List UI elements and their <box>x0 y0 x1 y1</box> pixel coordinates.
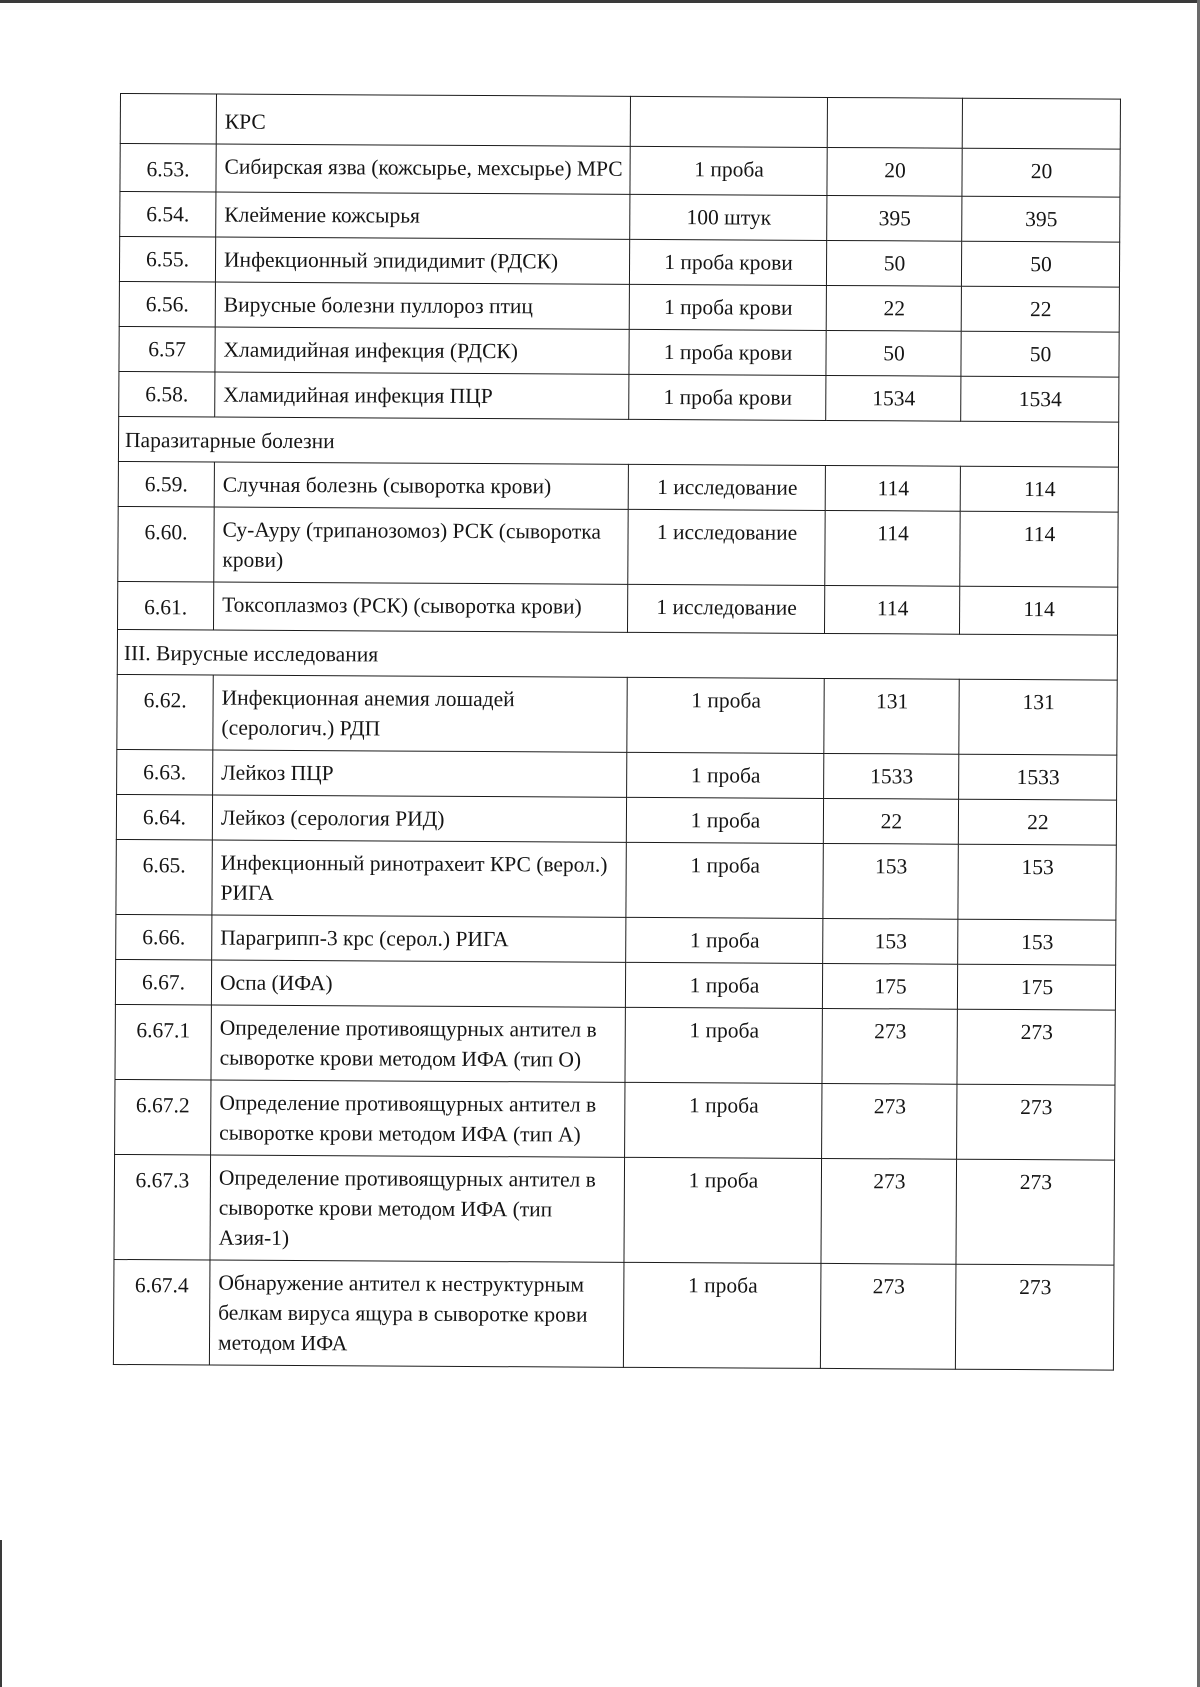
table-row <box>113 1259 1114 1370</box>
item-unit: 1 проба <box>623 1262 821 1368</box>
item-unit: 1 проба <box>625 1007 822 1083</box>
price-table <box>113 93 1121 1371</box>
item-total: 1534 <box>961 376 1119 422</box>
item-unit: 1 проба <box>627 677 824 753</box>
item-total: 22 <box>958 799 1116 845</box>
item-price: 273 <box>822 1008 957 1084</box>
item-total: 273 <box>955 1264 1114 1370</box>
item-unit: 1 проба <box>624 1157 822 1263</box>
item-unit: 1 проба <box>627 752 824 798</box>
table-row <box>117 749 1117 800</box>
item-unit: 1 исследование <box>628 464 825 510</box>
item-price: 273 <box>820 1263 956 1369</box>
item-unit: 1 проба <box>625 962 822 1008</box>
table-row <box>120 144 1120 198</box>
section-heading: III. Вирусные исследования <box>117 629 1117 680</box>
item-price: 114 <box>825 510 960 586</box>
item-name: Хламидийная инфекция (РДСК) <box>215 327 629 374</box>
item-name: Обнаружение антител к неструктурным белкам вируса ящура в сыворотке крови методом ИФА <box>209 1260 624 1367</box>
item-number: 6.63. <box>117 749 213 795</box>
item-number: 6.62. <box>117 674 213 750</box>
item-name: Лейкоз ПЦР <box>213 750 627 797</box>
table-row <box>115 1004 1115 1085</box>
item-name: Определение противоящурных антител в сыворотке крови методом ИФА (тип О) <box>211 1005 625 1082</box>
item-number: 6.59. <box>118 461 214 507</box>
item-number: 6.56. <box>119 281 215 327</box>
item-price: 153 <box>823 918 958 964</box>
item-total: 175 <box>957 964 1115 1010</box>
item-name: Парагрипп-3 крс (серол.) РИГА <box>212 915 626 962</box>
item-number: 6.67.4 <box>113 1259 210 1365</box>
item-name: КРС <box>216 94 630 146</box>
item-price: 395 <box>827 195 962 241</box>
table-row <box>118 581 1118 635</box>
table-row <box>119 371 1119 422</box>
section-row <box>118 416 1118 467</box>
item-total: 131 <box>959 679 1117 755</box>
item-name: Сибирская язва (кожсырье, мехсырье) МРС <box>216 144 630 194</box>
item-number <box>120 94 216 145</box>
item-name: Определение противоящурных антител в сыворотке крови методом ИФА (тип А) <box>211 1080 625 1157</box>
item-number: 6.53. <box>120 144 216 193</box>
item-name: Инфекционный ринотрахеит КРС (верол.) РИГА <box>212 840 626 917</box>
item-price: 1533 <box>824 753 959 799</box>
table-row <box>120 192 1120 243</box>
item-unit: 1 проба <box>626 797 823 843</box>
item-total: 273 <box>957 1009 1115 1085</box>
item-total: 50 <box>961 241 1119 287</box>
item-total: 273 <box>956 1159 1115 1265</box>
item-number: 6.60. <box>118 506 214 582</box>
item-name: Хламидийная инфекция ПЦР <box>215 372 629 419</box>
section-heading: Паразитарные болезни <box>118 416 1118 467</box>
table-row <box>115 1079 1115 1160</box>
scan-edge-top <box>0 0 1200 3</box>
item-unit: 1 проба крови <box>629 374 826 420</box>
item-price: 50 <box>826 330 961 376</box>
table-row <box>116 794 1116 845</box>
item-price: 114 <box>825 465 960 511</box>
item-price: 50 <box>826 240 961 286</box>
item-total: 114 <box>960 466 1118 512</box>
item-total: 273 <box>957 1084 1115 1160</box>
item-name: Определение противоящурных антител в сыворотке крови методом ИФА (тип Азия-1) <box>210 1155 625 1262</box>
item-price: 1534 <box>826 375 961 421</box>
table-row <box>120 94 1120 150</box>
item-unit: 1 проба крови <box>629 284 826 330</box>
item-price: 273 <box>822 1083 957 1159</box>
table-row <box>117 674 1117 755</box>
item-price: 22 <box>823 798 958 844</box>
item-name: Клеймение кожсырья <box>216 192 630 239</box>
item-total: 153 <box>958 844 1116 920</box>
table-row <box>119 326 1119 377</box>
item-unit: 1 исследование <box>627 584 824 633</box>
item-number: 6.61. <box>118 581 214 630</box>
item-number: 6.57 <box>119 326 215 372</box>
item-total: 395 <box>962 196 1120 242</box>
item-number: 6.58. <box>119 371 215 417</box>
item-number: 6.67. <box>115 959 211 1005</box>
table-row <box>118 461 1118 512</box>
price-table-body <box>113 94 1120 1371</box>
item-unit: 1 проба крови <box>629 239 826 285</box>
item-number: 6.64. <box>116 794 212 840</box>
item-total: 50 <box>961 331 1119 377</box>
item-number: 6.67.1 <box>115 1004 211 1080</box>
item-name: Лейкоз (серология РИД) <box>212 795 626 842</box>
scan-edge-left <box>0 1540 2 1687</box>
item-unit: 1 проба крови <box>629 329 826 375</box>
table-row <box>118 506 1118 587</box>
item-name: Случная болезнь (сыворотка крови) <box>214 462 628 509</box>
section-row <box>117 629 1117 680</box>
table-row <box>116 914 1116 965</box>
item-unit <box>630 96 827 147</box>
table-row <box>115 959 1115 1010</box>
item-name: Токсоплазмоз (РСК) (сыворотка крови) <box>214 582 628 632</box>
item-total <box>962 98 1120 149</box>
item-price: 114 <box>824 585 959 634</box>
item-name: Су-Ауру (трипанозомоз) РСК (сыворотка крови) <box>214 507 628 584</box>
table-row <box>114 1154 1115 1265</box>
item-price: 22 <box>826 285 961 331</box>
item-price: 131 <box>824 678 959 754</box>
item-unit: 1 проба <box>626 917 823 963</box>
table-row <box>116 839 1116 920</box>
item-price: 153 <box>823 843 958 919</box>
item-price: 20 <box>827 147 962 196</box>
item-name: Вирусные болезни пуллороз птиц <box>215 282 629 329</box>
item-unit: 1 проба <box>630 146 827 195</box>
item-total: 1533 <box>959 754 1117 800</box>
item-number: 6.67.2 <box>115 1079 211 1155</box>
item-name: Инфекционная анемия лошадей (серологич.) РДП <box>213 675 627 752</box>
item-unit: 1 проба <box>625 1082 822 1158</box>
item-unit: 100 штук <box>630 194 827 240</box>
item-total: 20 <box>962 148 1120 197</box>
table-row <box>119 237 1119 288</box>
item-unit: 1 проба <box>626 842 823 918</box>
item-price: 273 <box>821 1158 957 1264</box>
item-total: 114 <box>960 511 1118 587</box>
item-total: 153 <box>958 919 1116 965</box>
item-number: 6.54. <box>120 192 216 238</box>
item-number: 6.67.3 <box>114 1154 211 1260</box>
item-price <box>827 97 962 148</box>
table-row <box>119 281 1119 332</box>
item-price: 175 <box>822 963 957 1009</box>
item-unit: 1 исследование <box>628 509 825 585</box>
item-name: Инфекционный эпидидимит (РДСК) <box>215 237 629 284</box>
item-name: Оспа (ИФА) <box>211 960 625 1007</box>
item-number: 6.55. <box>119 237 215 283</box>
item-total: 114 <box>959 586 1117 635</box>
item-total: 22 <box>961 286 1119 332</box>
item-number: 6.65. <box>116 839 212 915</box>
item-number: 6.66. <box>116 914 212 960</box>
